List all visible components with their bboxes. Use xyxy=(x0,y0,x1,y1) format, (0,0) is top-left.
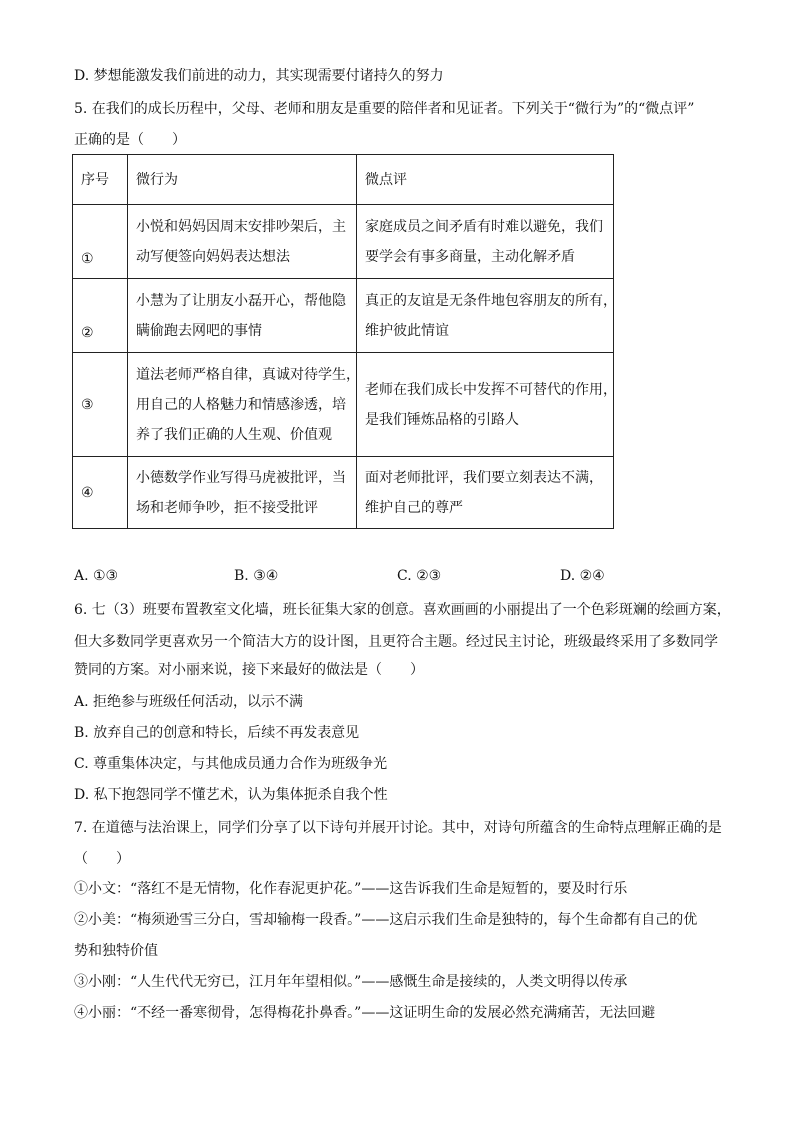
row-comment-line: 维护彼此情谊 xyxy=(365,322,449,339)
q5-table xyxy=(72,154,617,529)
row-comment-line: 老师在我们成长中发挥不可替代的作用， xyxy=(365,381,617,398)
row-comment-line: 是我们锤炼品格的引路人 xyxy=(365,411,519,428)
row-action xyxy=(128,353,360,457)
q7-item-4: ④小丽：“不经一番寒彻骨，怎得梅花扑鼻香。”——这证明生命的发展必然充满痛苦，无法回避 xyxy=(74,1005,656,1021)
row-comment xyxy=(357,457,614,529)
row-action xyxy=(128,279,357,353)
q5-option-d[interactable]: D. ②④ xyxy=(560,568,605,584)
row-comment-line: 要学会有事多商量，主动化解矛盾 xyxy=(365,248,575,265)
q7-item-2-cont: 势和独特价值 xyxy=(74,943,158,959)
header-seq: 序号 xyxy=(73,155,128,205)
row-action-line: 道法老师严格自律，真诚对待学生， xyxy=(136,366,360,383)
table-row xyxy=(73,353,614,457)
table-row xyxy=(73,279,614,353)
q6-option-c[interactable]: C. 尊重集体决定，与其他成员通力合作为班级争光 xyxy=(74,756,388,772)
row-comment xyxy=(357,279,617,353)
q5-option-a[interactable]: A. ①③ xyxy=(74,568,119,584)
q6-stem-line-3: 赞同的方案。对小丽来说，接下来最好的做法是（ ） xyxy=(74,662,424,678)
q7-item-2: ②小美：“梅须逊雪三分白，雪却输梅一段香。”——这启示我们生命是独特的，每个生命都有自己的优 xyxy=(74,912,698,928)
q7-stem-line-1: 7. 在道德与法治课上，同学们分享了以下诗句并展开讨论。其中，对诗句所蕴含的生命特点理解正确的是 xyxy=(74,820,722,836)
row-comment xyxy=(357,353,617,457)
row-comment-line: 面对老师批评，我们要立刻表达不满， xyxy=(365,469,603,486)
q7-item-3: ③小刚：“人生代代无穷已，江月年年望相似。”——感慨生命是接续的，人类文明得以传承 xyxy=(74,974,628,990)
row-action-line: 小慧为了让朋友小磊开心，帮他隐 xyxy=(136,292,346,309)
row-num: ④ xyxy=(73,457,128,529)
row-action xyxy=(128,205,357,279)
row-num: ① xyxy=(73,205,128,279)
row-action-line: 养了我们正确的人生观、价值观 xyxy=(136,426,332,443)
header-action: 微行为 xyxy=(128,155,357,205)
row-action-line: 用自己的人格魅力和情感渗透，培 xyxy=(136,396,346,413)
q4-option-d: D. 梦想能激发我们前进的动力，其实现需要付诸持久的努力 xyxy=(74,68,444,84)
header-comment: 微点评 xyxy=(357,155,614,205)
row-action-line: 场和老师争吵，拒不接受批评 xyxy=(136,499,318,516)
q5-stem-line-1: 5. 在我们的成长历程中，父母、老师和朋友是重要的陪伴者和见证者。下列关于“微行为”的“微点评” xyxy=(74,101,695,117)
table-row xyxy=(73,457,614,529)
row-comment-line: 真正的友谊是无条件地包容朋友的所有， xyxy=(365,292,617,309)
q7-stem-line-2: （ ） xyxy=(74,851,130,867)
q6-stem-line-2: 但大多数同学更喜欢另一个简洁大方的设计图，且更符合主题。经过民主讨论，班级最终采用了多数同学 xyxy=(74,634,718,650)
row-action-line: 动写便签向妈妈表达想法 xyxy=(136,248,290,265)
row-action xyxy=(128,457,357,529)
row-comment-line: 维护自己的尊严 xyxy=(365,499,463,516)
table-row xyxy=(73,205,614,279)
q6-option-d[interactable]: D. 私下抱怨同学不懂艺术，认为集体扼杀自我个性 xyxy=(74,787,388,803)
row-num: ② xyxy=(73,279,128,353)
table-header-row xyxy=(73,155,614,205)
q7-item-1: ①小文：“落红不是无情物，化作春泥更护花。”——这告诉我们生命是短暂的，要及时行乐 xyxy=(74,881,628,897)
row-comment xyxy=(357,205,614,279)
q6-stem-line-1: 6. 七（3）班要布置教室文化墙，班长征集大家的创意。喜欢画画的小丽提出了一个色彩斑斓的绘画方案， xyxy=(74,602,731,618)
row-action-line: 瞒偷跑去网吧的事情 xyxy=(136,322,262,339)
q5-options xyxy=(74,566,634,586)
row-num: ③ xyxy=(73,353,128,457)
q5-option-c[interactable]: C. ②③ xyxy=(397,568,442,584)
q5-option-b[interactable]: B. ③④ xyxy=(234,568,279,584)
row-action-line: 小德数学作业写得马虎被批评，当 xyxy=(136,469,346,486)
q5-stem-line-2: 正确的是（ ） xyxy=(74,132,186,148)
row-action-line: 小悦和妈妈因周末安排吵架后，主 xyxy=(136,218,346,235)
q6-option-a[interactable]: A. 拒绝参与班级任何活动，以示不满 xyxy=(74,694,304,710)
q6-option-b[interactable]: B. 放弃自己的创意和特长，后续不再发表意见 xyxy=(74,725,360,741)
row-comment-line: 家庭成员之间矛盾有时难以避免，我们 xyxy=(365,218,603,235)
